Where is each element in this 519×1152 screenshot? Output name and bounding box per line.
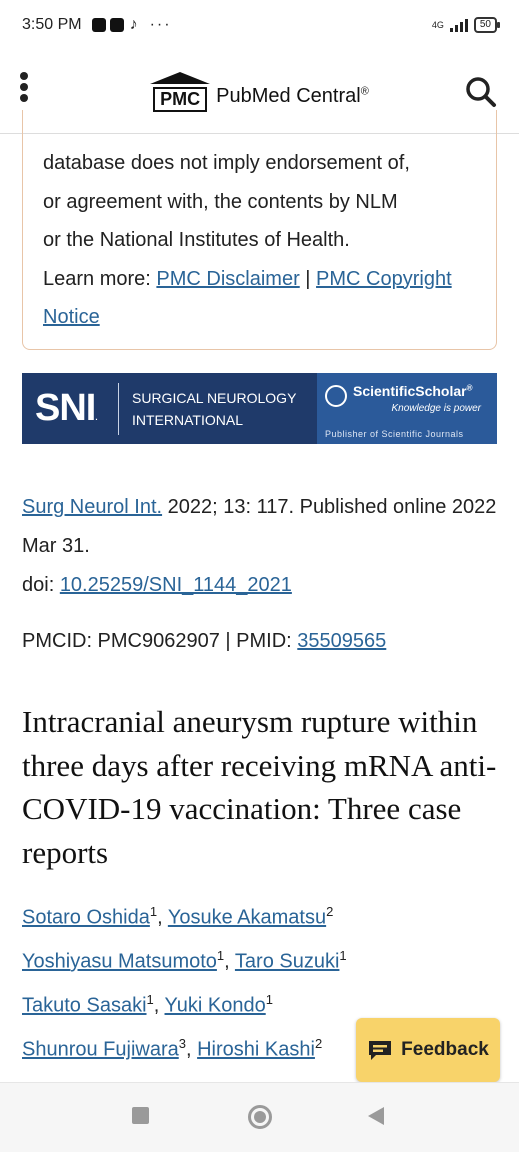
author-link[interactable]: Yuki Kondo [164,994,266,1017]
article-title: Intracranial aneurysm rupture within three days after receiving mRNA anti-COVID-19 vaccination: Three case reports [22,704,497,870]
pmc-logo-text: PubMed Central® [216,84,369,107]
publisher-subtitle: Publisher of Scientific Journals [325,429,464,439]
affiliation-ref[interactable]: 2 [326,904,334,919]
affiliation-ref[interactable]: 1 [216,948,225,964]
publisher-name: ScientificScholar® [353,383,473,399]
pmid-link[interactable]: 35509565 [297,630,387,652]
notice-line: database does not imply endorsement of, [43,152,410,174]
tiktok-icon: ♪ [129,16,138,33]
author-link[interactable]: Sotaro Oshida [22,906,150,929]
journal-link[interactable]: Surg Neurol Int. [22,496,163,518]
signal-icon [450,18,468,32]
affiliation-ref[interactable]: 1 [149,904,158,919]
citation-details: 2022; 13: 117. Published online 2022 Mar 31. [22,496,497,557]
copyright-notice [22,110,497,350]
more-notifications-icon: ··· [149,16,172,33]
pmc-logo-mark: PMC [150,72,210,112]
publisher-logo [317,373,497,444]
affiliation-ref[interactable]: 1 [339,948,347,964]
notice-learn-more: Learn more: PMC Disclaimer | PMC Copyright Notice [43,267,452,328]
battery-level: 50 [479,19,491,30]
affiliation-ref[interactable]: 1 [146,992,154,1008]
author-link[interactable]: Takuto Sasaki [22,994,147,1017]
notice-line: or agreement with, the contents by NLM [43,190,398,213]
notification-icon [92,18,106,32]
pmc-logo[interactable] [150,72,369,112]
search-icon[interactable] [465,76,497,108]
notice-line: or the National Institutes of Health. [43,229,350,251]
menu-kebab-icon[interactable] [18,72,30,102]
author-list: Sotaro Oshida$^1$, Yosuke Akamatsu$^2$ Yoshiyasu Matsumoto$^1$, Taro Suzuki$^1$ Takuto Sasaki$^1$, Yuki Kondo$^1$ Shunrou Fujiwara$^3$, Hiroshi Kashi$^2$ [22,893,502,1083]
feedback-button[interactable] [356,1018,500,1082]
doi-link[interactable]: 10.25259/SNI_1144_2021 [59,574,292,596]
author-link[interactable]: Shunrou Fujiwara [22,1039,179,1062]
status-bar [0,0,519,50]
author-link[interactable]: Taro Suzuki [234,950,340,973]
system-nav-bar [0,1082,519,1152]
network-type: 4G [431,20,444,30]
affiliation-ref[interactable]: 2 [314,1036,323,1052]
heart-icon [325,385,347,407]
triangle-back-icon[interactable] [368,1107,384,1125]
affiliation-ref[interactable]: 3 [178,1036,186,1052]
status-time: 3:50 PM [22,16,82,33]
feedback-chat-icon [367,1039,393,1061]
author-link[interactable]: Yosuke Akamatsu [167,906,327,929]
circle-icon[interactable] [248,1105,272,1129]
pmcid-text: PMCID: PMC9062907 | PMID: [22,630,298,652]
battery-icon [474,17,497,33]
notification-icon [110,18,124,32]
affiliation-ref[interactable]: 1 [265,992,273,1008]
journal-name: SURGICAL NEUROLOGY INTERNATIONAL [132,389,297,428]
journal-banner[interactable] [22,373,497,444]
sni-logo: SNI. [35,387,97,429]
author-link[interactable]: Hiroshi Kashi [197,1039,315,1062]
feedback-label: Feedback [401,1039,489,1060]
citation [22,488,497,605]
publisher-tagline: Knowledge is power [391,403,481,414]
square-icon[interactable] [132,1107,149,1124]
doi-label: doi: [22,574,60,596]
pmc-copyright-link[interactable]: PMC Copyright Notice [43,267,452,328]
article-ids [22,624,497,658]
author-link[interactable]: Yoshiyasu Matsumoto [22,950,217,973]
pmc-disclaimer-link[interactable]: PMC Disclaimer [156,267,300,290]
